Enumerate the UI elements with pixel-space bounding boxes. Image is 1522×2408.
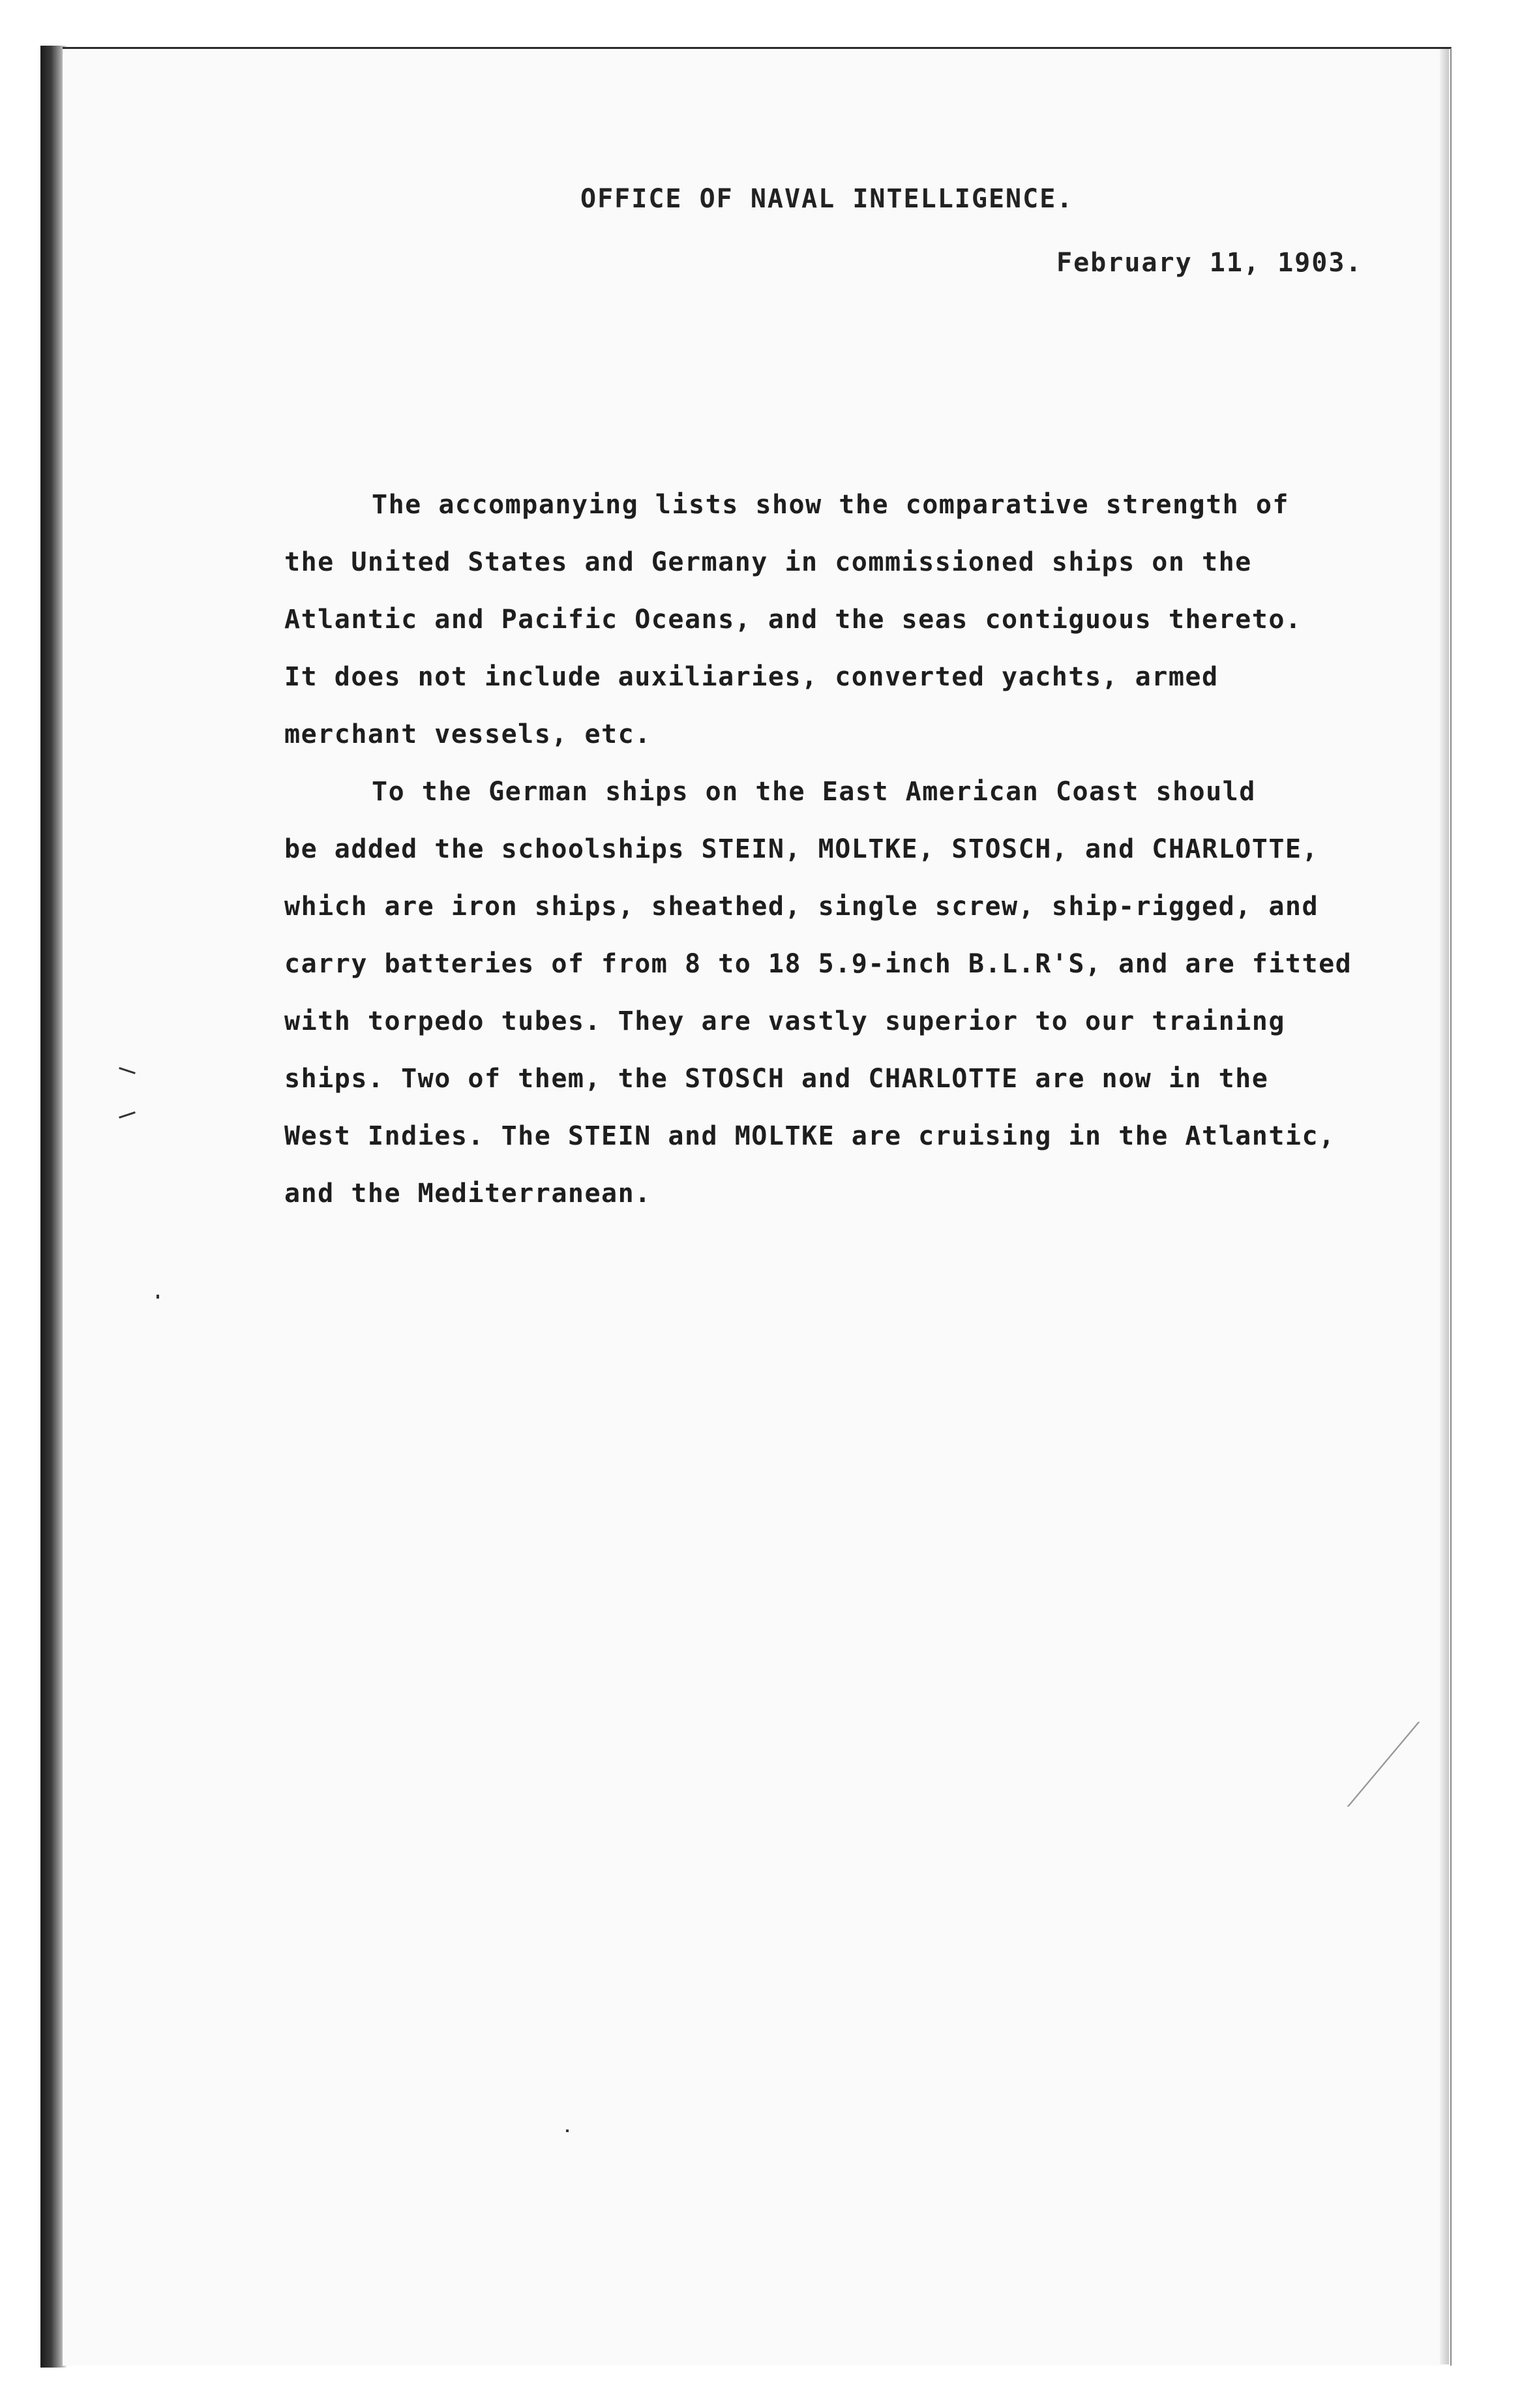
paragraph-1-line: The accompanying lists show the comparative strength of bbox=[372, 490, 1290, 520]
scan-speck bbox=[157, 1295, 159, 1299]
paragraph-2-line: To the German ships on the East American Coast should bbox=[372, 777, 1256, 807]
document-body bbox=[284, 476, 1393, 1222]
paragraph-2-line: carry batteries of from 8 to 18 5.9-inch B.L.R'S, and are fitted bbox=[284, 949, 1352, 979]
document-heading: OFFICE OF NAVAL INTELLIGENCE. bbox=[580, 184, 1074, 214]
paragraph-2-line: with torpedo tubes. They are vastly superior to our training bbox=[284, 1006, 1285, 1036]
paragraph-1-line: the United States and Germany in commissioned ships on the bbox=[284, 547, 1252, 577]
paragraph-2-line: and the Mediterranean. bbox=[284, 1179, 651, 1209]
paragraph-2-line: which are iron ships, sheathed, single screw, ship-rigged, and bbox=[284, 892, 1319, 922]
paragraph-2-line: ships. Two of them, the STOSCH and CHARLOTTE are now in the bbox=[284, 1064, 1269, 1094]
document-date: February 11, 1903. bbox=[1056, 248, 1363, 278]
scan-speck bbox=[566, 2130, 569, 2132]
page-right-edge bbox=[1440, 49, 1449, 2364]
paragraph-1-line: It does not include auxiliaries, converted yachts, armed bbox=[284, 662, 1219, 692]
paragraph-1-line: merchant vessels, etc. bbox=[284, 719, 651, 749]
paragraph-2-line: West Indies. The STEIN and MOLTKE are cruising in the Atlantic, bbox=[284, 1121, 1335, 1151]
paragraph-2-line: be added the schoolships STEIN, MOLTKE, STOSCH, and CHARLOTTE, bbox=[284, 834, 1319, 864]
paragraph-1-line: Atlantic and Pacific Oceans, and the seas contiguous thereto. bbox=[284, 605, 1302, 635]
